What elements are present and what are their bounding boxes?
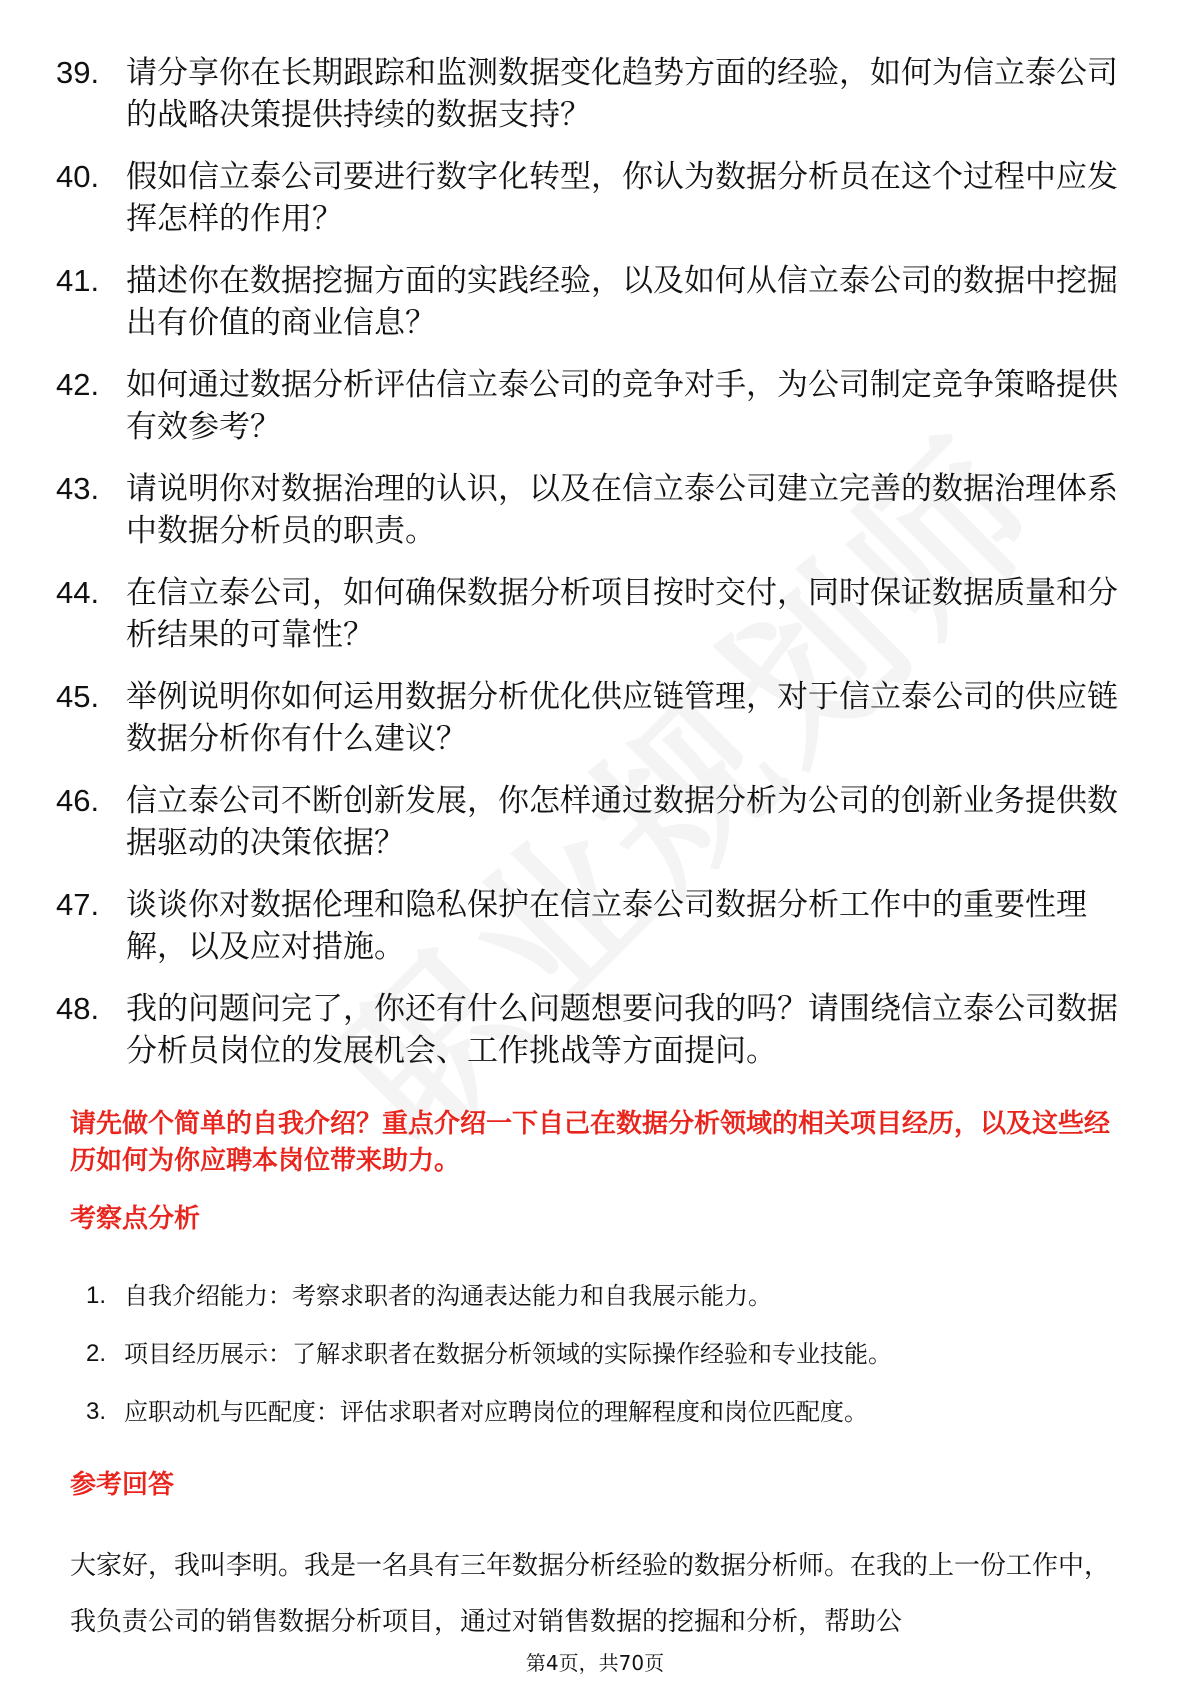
question-item [56, 572, 1136, 656]
question-item [56, 52, 1136, 136]
question-number: 39. [56, 55, 100, 90]
question-text: 请分享你在长期跟踪和监测数据变化趋势方面的经验，如何为信立泰公司的战略决策提供持续的数据支持？ [126, 55, 1118, 133]
point-number: 3. [86, 1398, 107, 1425]
question-text: 我的问题问完了，你还有什么问题想要问我的吗？请围绕信立泰公司数据分析员岗位的发展机会、工作挑战等方面提问。 [126, 991, 1118, 1069]
question-item [56, 364, 1136, 448]
analysis-point [86, 1280, 1126, 1312]
question-number: 42. [56, 367, 100, 402]
question-item [56, 780, 1136, 864]
page-footer: 第4页，共70页 [525, 1651, 665, 1675]
question-text: 谈谈你对数据伦理和隐私保护在信立泰公司数据分析工作中的重要性理解，以及应对措施。 [126, 887, 1087, 965]
question-number: 43. [56, 471, 100, 506]
question-text: 请说明你对数据治理的认识，以及在信立泰公司建立完善的数据治理体系中数据分析员的职责。 [126, 471, 1118, 549]
question-number: 48. [56, 991, 100, 1026]
question-item [56, 156, 1136, 240]
highlight-question: 请先做个简单的自我介绍？重点介绍一下自己在数据分析领域的相关项目经历，以及这些经历如何为你应聘本岗位带来助力。 [70, 1109, 1111, 1176]
analysis-points [86, 1280, 1126, 1454]
analysis-point [86, 1396, 1126, 1428]
question-item [56, 468, 1136, 552]
question-list [56, 52, 1136, 1092]
analysis-point [86, 1338, 1126, 1370]
question-item [56, 676, 1136, 760]
question-text: 在信立泰公司，如何确保数据分析项目按时交付，同时保证数据质量和分析结果的可靠性？ [126, 575, 1118, 653]
question-text: 假如信立泰公司要进行数字化转型，你认为数据分析员在这个过程中应发挥怎样的作用？ [126, 159, 1118, 237]
point-text: 应职动机与匹配度：评估求职者对应聘岗位的理解程度和岗位匹配度。 [124, 1398, 868, 1426]
question-item [56, 884, 1136, 968]
question-text: 举例说明你如何运用数据分析优化供应链管理，对于信立泰公司的供应链数据分析你有什么建议？ [126, 679, 1118, 757]
question-number: 46. [56, 783, 100, 818]
question-number: 41. [56, 263, 100, 298]
question-number: 44. [56, 575, 100, 610]
analysis-heading: 考察点分析 [70, 1204, 201, 1234]
question-number: 40. [56, 159, 100, 194]
question-text: 描述你在数据挖掘方面的实践经验，以及如何从信立泰公司的数据中挖掘出有价值的商业信息？ [126, 263, 1118, 341]
reference-heading: 参考回答 [70, 1470, 175, 1500]
reference-answer: 大家好，我叫李明。我是一名具有三年数据分析经验的数据分析师。在我的上一份工作中，我负责公司的销售数据分析项目，通过对销售数据的挖掘和分析，帮助公 [70, 1551, 1111, 1637]
question-item [56, 988, 1136, 1072]
question-number: 47. [56, 887, 100, 922]
question-item [56, 260, 1136, 344]
point-number: 2. [86, 1340, 107, 1367]
question-number: 45. [56, 679, 100, 714]
point-number: 1. [86, 1282, 107, 1309]
point-text: 自我介绍能力：考察求职者的沟通表达能力和自我展示能力。 [124, 1282, 772, 1310]
point-text: 项目经历展示：了解求职者在数据分析领域的实际操作经验和专业技能。 [124, 1340, 892, 1368]
question-text: 信立泰公司不断创新发展，你怎样通过数据分析为公司的创新业务提供数据驱动的决策依据？ [126, 783, 1118, 861]
question-text: 如何通过数据分析评估信立泰公司的竞争对手，为公司制定竞争策略提供有效参考？ [126, 367, 1118, 445]
